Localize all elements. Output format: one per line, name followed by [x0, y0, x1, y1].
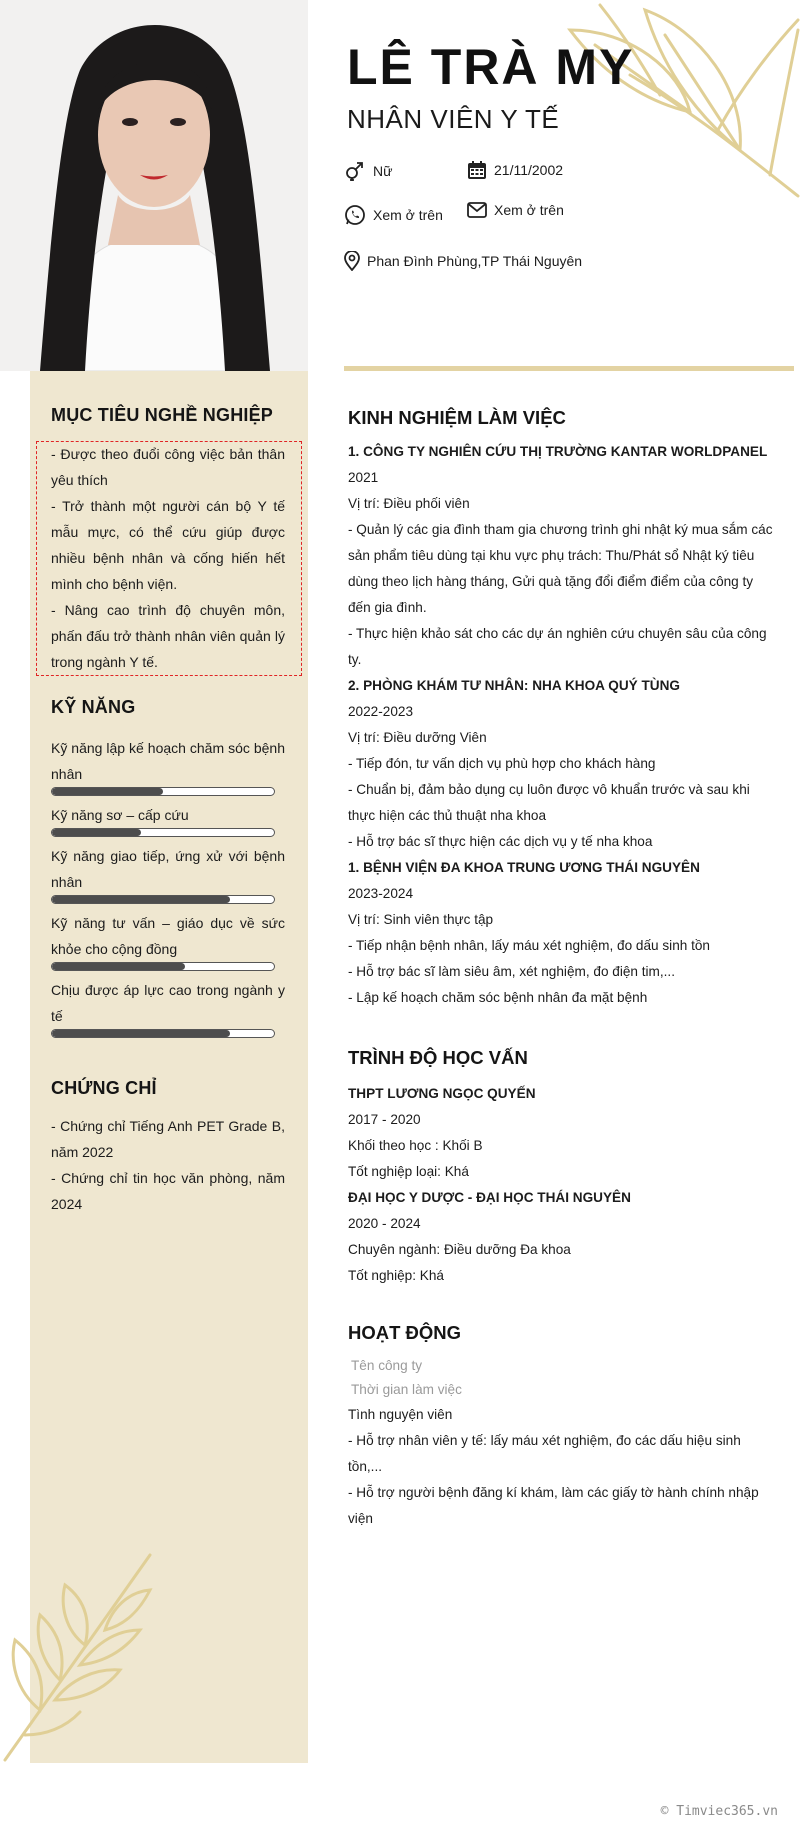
skill-label: Kỹ năng tư vấn – giáo dục về sức khỏe cho cộng đồng: [51, 915, 285, 957]
skill-label: Kỹ năng sơ – cấp cứu: [51, 807, 189, 823]
objective-line: - Trở thành một người cán bộ Y tế mẫu mực, có thể cứu giúp được nhiều bệnh nhân và cống hiến hết mình cho bệnh viện.: [51, 498, 285, 592]
objective-line: - Được theo đuổi công việc bản thân yêu thích: [51, 446, 285, 488]
activity-line: - Hỗ trợ người bệnh đăng kí khám, làm các giấy tờ hành chính nhập viện: [348, 1485, 759, 1526]
birthdate-value: 21/11/2002: [494, 162, 564, 178]
job-duty: - Lập kế hoạch chăm sóc bệnh nhân đa mặt bệnh: [348, 990, 648, 1005]
experience-section: [348, 407, 773, 1011]
skill-bar: [51, 787, 275, 796]
job-duty: - Tiếp đón, tư vấn dịch vụ phù hợp cho khách hàng: [348, 756, 656, 771]
job-entry: [348, 673, 773, 855]
skill-bar: [51, 895, 275, 904]
objective-line: - Nâng cao trình độ chuyên môn, phấn đấu trở thành nhân viên quản lý trong ngành Y tế.: [51, 602, 285, 670]
school-name: THPT LƯƠNG NGỌC QUYẾN: [348, 1086, 536, 1101]
skill-item: [51, 735, 285, 796]
skill-bar: [51, 962, 275, 971]
certificates-title: CHỨNG CHỈ: [51, 1078, 157, 1098]
divider: [344, 366, 794, 371]
skill-bar-fill: [52, 896, 230, 903]
job-position: Vị trí: Điều dưỡng Viên: [348, 730, 487, 745]
school-detail: Tốt nghiệp: Khá: [348, 1268, 444, 1283]
school-entry: [348, 1185, 773, 1289]
skill-bar-fill: [52, 788, 163, 795]
school-period: 2020 - 2024: [348, 1216, 421, 1231]
skill-label: Kỹ năng giao tiếp, ứng xử với bệnh nhân: [51, 848, 285, 890]
job-company: 2. PHÒNG KHÁM TƯ NHÂN: NHA KHOA QUÝ TÙNG: [348, 678, 680, 693]
job-duty: - Hỗ trợ bác sĩ thực hiện các dịch vụ y tế nha khoa: [348, 834, 653, 849]
birthdate-info: [467, 160, 563, 180]
job-duty: - Chuẩn bị, đảm bảo dụng cụ luôn được vô khuẩn trước và sau khi thực hiện các thủ thuật nha khoa: [348, 782, 750, 823]
education-title: TRÌNH ĐỘ HỌC VẤN: [348, 1047, 528, 1068]
skill-bar: [51, 828, 275, 837]
address-info: [344, 251, 582, 271]
skill-item: [51, 843, 285, 904]
candidate-name: LÊ TRÀ MY: [347, 39, 635, 95]
skill-label: Kỹ năng lập kế hoạch chăm sóc bệnh nhân: [51, 740, 285, 782]
job-company: 1. BỆNH VIỆN ĐA KHOA TRUNG ƯƠNG THÁI NGUYÊN: [348, 860, 700, 875]
school-period: 2017 - 2020: [348, 1112, 421, 1127]
job-duty: - Hỗ trợ bác sĩ làm siêu âm, xét nghiệm, đo điện tim,...: [348, 964, 675, 979]
phone-icon: [344, 204, 366, 226]
experience-title: KINH NGHIỆM LÀM VIỆC: [348, 407, 566, 428]
skill-label: Chịu được áp lực cao trong ngành y tế: [51, 982, 285, 1024]
education-section: [348, 1047, 773, 1289]
watermark: © Timviec365.vn: [660, 1804, 778, 1819]
job-company: 1. CÔNG TY NGHIÊN CỨU THỊ TRƯỜNG KANTAR WORLDPANEL: [348, 444, 768, 459]
profile-photo: [0, 0, 308, 371]
job-title: NHÂN VIÊN Y TẾ: [347, 104, 560, 134]
school-detail: Khối theo học : Khối B: [348, 1138, 483, 1153]
skills-title: KỸ NĂNG: [51, 697, 136, 717]
school-detail: Chuyên ngành: Điều dưỡng Đa khoa: [348, 1242, 571, 1257]
school-detail: Tốt nghiệp loại: Khá: [348, 1164, 469, 1179]
email-info[interactable]: [467, 202, 564, 218]
job-entry: [348, 439, 773, 673]
certificates-list: [51, 1113, 285, 1217]
skill-item: [51, 910, 285, 971]
skill-item: [51, 802, 285, 837]
school-name: ĐẠI HỌC Y DƯỢC - ĐẠI HỌC THÁI NGUYÊN: [348, 1190, 631, 1205]
activities-title: HOẠT ĐỘNG: [348, 1322, 462, 1343]
phone-value: Xem ở trên: [373, 207, 443, 223]
skill-bar-fill: [52, 963, 185, 970]
gender-icon: [344, 160, 366, 182]
calendar-icon: [467, 160, 487, 180]
school-entry: [348, 1081, 773, 1185]
job-entry: [348, 855, 773, 1011]
activity-time-placeholder[interactable]: Thời gian làm việc: [351, 1382, 462, 1397]
activity-role: Tình nguyện viên: [348, 1407, 453, 1422]
location-pin-icon: [344, 251, 360, 271]
address-value: Phan Đình Phùng,TP Thái Nguyên: [367, 253, 583, 269]
job-period: 2023-2024: [348, 886, 414, 901]
activity-line: - Hỗ trợ nhân viên y tế: lấy máu xét nghiệm, đo các dấu hiệu sinh tồn,...: [348, 1433, 741, 1474]
skill-bar: [51, 1029, 275, 1038]
job-duty: - Thực hiện khảo sát cho các dự án nghiên cứu chuyên sâu của công ty.: [348, 626, 767, 667]
activity-company-placeholder[interactable]: Tên công ty: [351, 1358, 423, 1373]
objective-text: [51, 441, 285, 675]
job-period: 2021: [348, 470, 379, 485]
certificate-item: - Chứng chỉ tin học văn phòng, năm 2024: [51, 1170, 285, 1212]
gender-value: Nữ: [373, 163, 393, 179]
objective-title: MỤC TIÊU NGHỀ NGHIỆP: [51, 405, 274, 425]
skills-list: [51, 735, 285, 1038]
activities-section: [348, 1322, 773, 1532]
gender-info: [344, 160, 392, 182]
job-position: Vị trí: Sinh viên thực tập: [348, 912, 494, 927]
skill-bar-fill: [52, 1030, 230, 1037]
job-duty: - Quản lý các gia đình tham gia chương trình ghi nhật ký mua sắm các sản phẩm tiêu dùng tại khu vực phụ trách: Thu/Phát sổ Nhật ký tiêu dùng theo lịch hàng tháng, Gửi quà tặng đổi điểm điểm của công ty đến gia đình.: [348, 522, 773, 615]
skill-bar-fill: [52, 829, 141, 836]
skill-item: [51, 977, 285, 1038]
job-period: 2022-2023: [348, 704, 414, 719]
email-value: Xem ở trên: [494, 202, 564, 218]
mail-icon: [467, 202, 487, 218]
certificate-item: - Chứng chỉ Tiếng Anh PET Grade B, năm 2022: [51, 1118, 285, 1160]
phone-info[interactable]: [344, 204, 443, 226]
job-position: Vị trí: Điều phối viên: [348, 496, 470, 511]
leaf-decoration-top: [540, 0, 800, 200]
job-duty: - Tiếp nhận bệnh nhân, lấy máu xét nghiệm, đo dấu sinh tồn: [348, 938, 710, 953]
leaf-decoration-bottom: [0, 1550, 160, 1765]
